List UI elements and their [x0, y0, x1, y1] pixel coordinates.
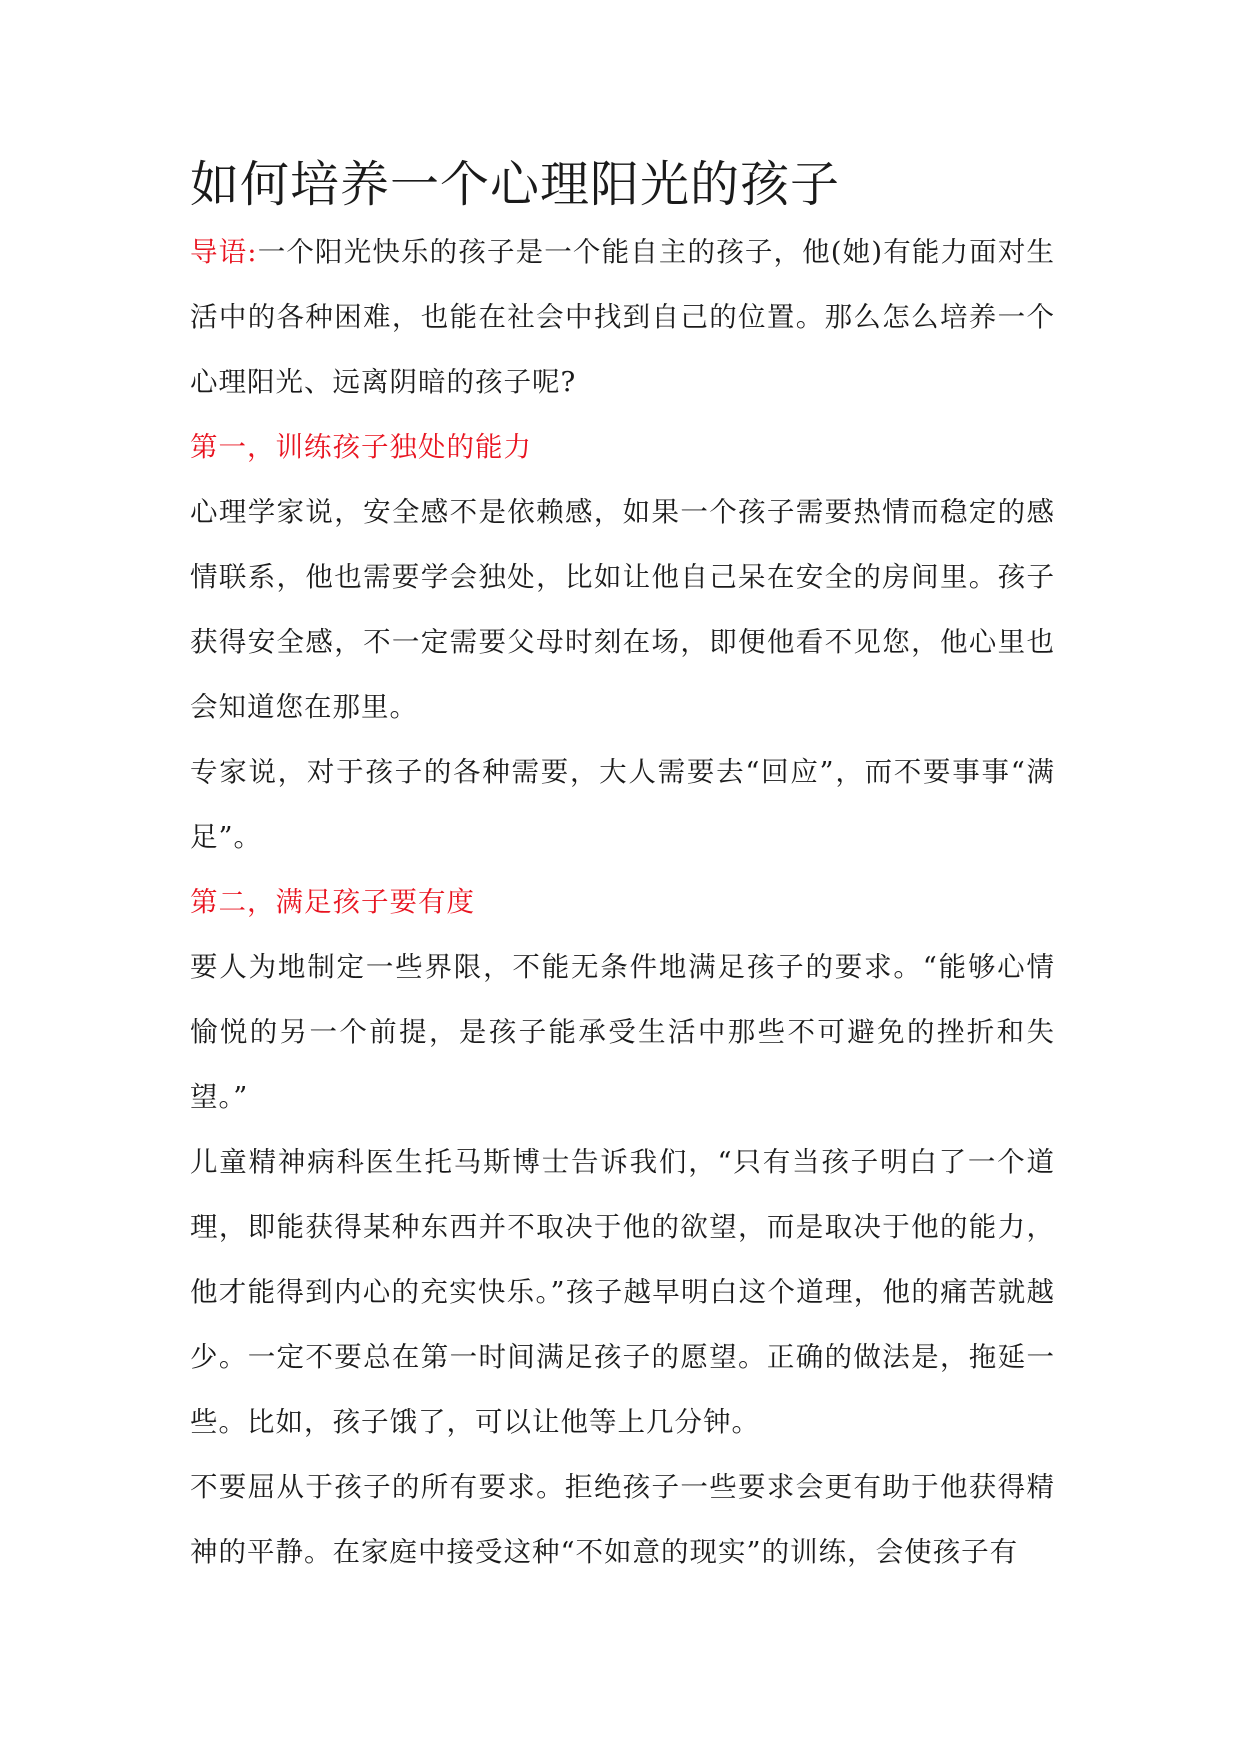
intro-paragraph — [190, 220, 1055, 415]
section-2-paragraph-2: 儿童精神病科医生托马斯博士告诉我们，“只有当孩子明白了一个道理，即能获得某种东西并不取决于他的欲望，而是取决于他的能力，他才能得到内心的充实快乐。”孩子越早明白这个道理，他的痛苦就越少。一定不要总在第一时间满足孩子的愿望。正确的做法是，拖延一些。比如，孩子饿了，可以让他等上几分钟。 — [190, 1146, 1055, 1438]
document-page — [190, 150, 1055, 1585]
section-2-paragraph-1: 要人为地制定一些界限，不能无条件地满足孩子的要求。“能够心情愉悦的另一个前提，是孩子能承受生活中那些不可避免的挫折和失望。” — [190, 951, 1055, 1113]
section-2-heading: 第二，满足孩子要有度 — [190, 886, 475, 918]
intro-text: 一个阳光快乐的孩子是一个能自主的孩子，他(她)有能力面对生活中的各种困难，也能在社会中找到自己的位置。那么怎么培养一个心理阳光、远离阴暗的孩子呢? — [190, 236, 1055, 398]
intro-label: 导语: — [190, 236, 258, 268]
document-title: 如何培养一个心理阳光的孩子 — [190, 156, 841, 213]
section-1-heading: 第一，训练孩子独处的能力 — [190, 431, 532, 463]
section-1-paragraph-2: 专家说，对于孩子的各种需要，大人需要去“回应”，而不要事事“满足”。 — [190, 756, 1055, 853]
section-1-paragraph-1: 心理学家说，安全感不是依赖感，如果一个孩子需要热情而稳定的感情联系，他也需要学会独处，比如让他自己呆在安全的房间里。孩子获得安全感，不一定需要父母时刻在场，即便他看不见您，他心里也会知道您在那里。 — [190, 496, 1055, 723]
section-2-paragraph-3: 不要屈从于孩子的所有要求。拒绝孩子一些要求会更有助于他获得精神的平静。在家庭中接受这种“不如意的现实”的训练，会使孩子有 — [190, 1471, 1055, 1568]
